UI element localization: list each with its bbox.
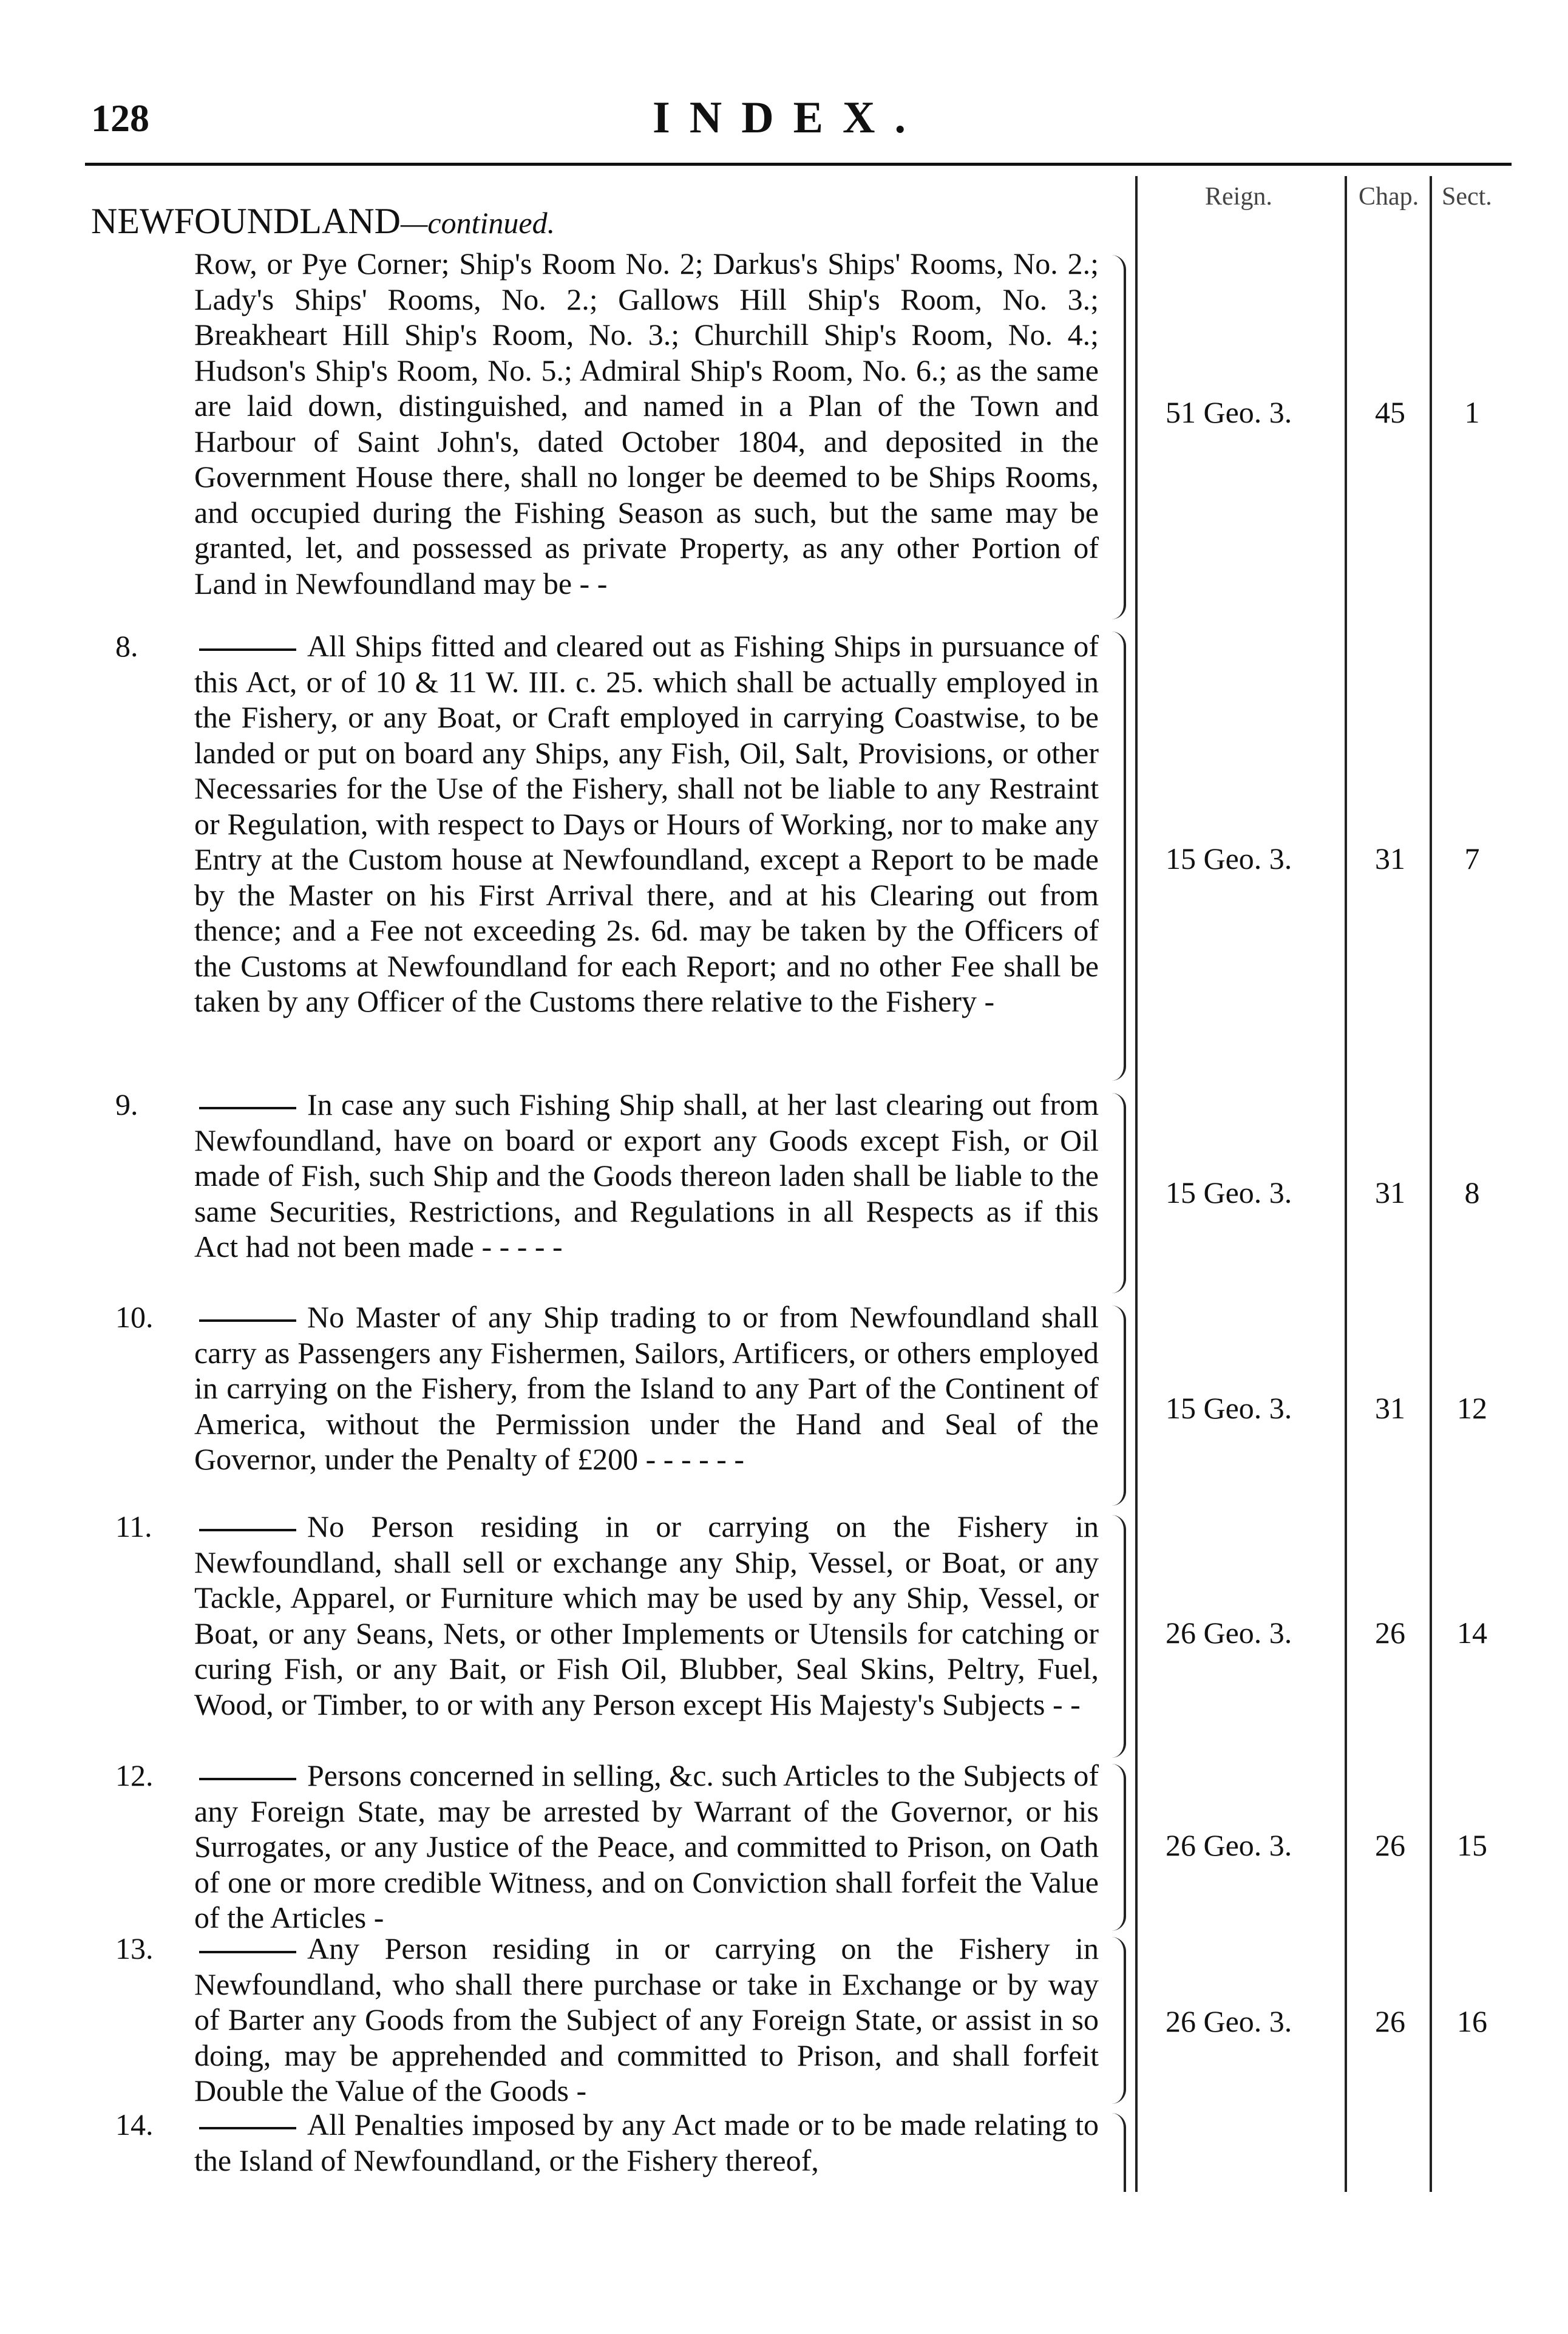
citation-section: 15 <box>1457 1828 1487 1862</box>
entry-dash <box>199 1107 296 1109</box>
citation-reign: 15 Geo. 3. <box>1166 1176 1292 1210</box>
citation-section: 1 <box>1464 395 1480 429</box>
entry-dash <box>199 2127 296 2129</box>
citation-reign: 51 Geo. 3. <box>1166 395 1292 429</box>
page-number: 128 <box>91 97 149 140</box>
entry-text: All Ships fitted and cleared out as Fishing Ships in pursuance of this Act, or of 10 & 11 W. III. c. 25. which shall be actually employed in the Fishery, or any Boat, or Craft employed in carrying Coastwise, to be landed or put on board any Ships, any Fish, Oil, Salt, Provisions, or other Necessaries for the Use of the Fishery, shall not be liable to any Restraint or Regulation, with respect to Days or Hours of Working, nor to make any Entry at the Custom house at Newfoundland, except a Report to be made by the Master on his First Arrival there, and at his Clearing out from thence; and a Fee not exceeding 2s. 6d. may be taken by the Officers of the Customs at Newfoundland for each Report; and no other Fee shall be taken by any Officer of the Customs there relative to the Fishery - <box>194 629 1099 1018</box>
index-entry <box>115 628 1099 1019</box>
section-heading-title: NEWFOUNDLAND <box>91 201 401 241</box>
citation-reign: 26 Geo. 3. <box>1166 2004 1292 2038</box>
index-entry <box>115 1758 1099 1936</box>
index-entry <box>115 1299 1099 1477</box>
entry-dash <box>199 1951 296 1953</box>
entry-dash <box>199 1319 296 1322</box>
index-entry <box>115 1087 1099 1265</box>
entry-number: 11. <box>115 1509 152 1543</box>
citation-reign: 15 Geo. 3. <box>1166 1391 1292 1425</box>
section-heading-continued: —continued. <box>400 206 555 240</box>
entry-brace <box>1102 255 1126 619</box>
citation-chapter: 26 <box>1375 1828 1405 1862</box>
citation-section: 12 <box>1457 1391 1487 1425</box>
column-divider-left <box>1135 176 1138 2192</box>
entry-number: 14. <box>115 2108 154 2142</box>
citation-section: 8 <box>1464 1176 1480 1210</box>
entry-text: In case any such Fishing Ship shall, at her last clearing out from Newfoundland, have on board or export any Goods except Fish, or Oil made of Fish, such Ship and the Goods thereon laden shall be liable to the same Securities, Restrictions, and Regulations in all Respects as if this Act had not been made - - - - - <box>194 1087 1099 1264</box>
entry-number: 13. <box>115 1931 154 1965</box>
index-entry <box>115 1509 1099 1722</box>
index-entry <box>115 1931 1099 2109</box>
entry-dash <box>199 1778 296 1780</box>
entry-text: No Person residing in or carrying on the Fishery in Newfoundland, shall sell or exchange any Ship, Vessel, or Boat, or any Tackle, Apparel, or Furniture which may be used by any Ship, Vessel, or Boat, or any Seans, Nets, or other Implements or Utensils for catching or curing Fish, or any Bait, or Fish Oil, Blubber, Seal Skins, Peltry, Fuel, Wood, or Timber, to or with any Person except His Majesty's Subjects - - <box>194 1509 1099 1721</box>
citation-reign: 26 Geo. 3. <box>1166 1616 1292 1650</box>
citation-chapter: 26 <box>1375 1616 1405 1650</box>
column-divider-middle <box>1345 176 1347 2192</box>
entry-brace <box>1102 1515 1126 1758</box>
citation-reign: 26 Geo. 3. <box>1166 1828 1292 1862</box>
entry-text: No Master of any Ship trading to or from Newfoundland shall carry as Passengers any Fishermen, Sailors, Artificers, or others employed in carrying on the Fishery, from the Island to any Part of the Continent of America, without the Permission under the Hand and Seal of the Governor, under the Penalty of £200 - - - - - - <box>194 1300 1099 1476</box>
column-header-reign: Reign. <box>1205 183 1272 211</box>
entry-number: 12. <box>115 1758 154 1792</box>
entry-brace <box>1102 1093 1126 1293</box>
entry-dash <box>199 648 296 651</box>
citation-chapter: 31 <box>1375 1391 1405 1425</box>
citation-section: 16 <box>1457 2004 1487 2038</box>
column-header-section: Sect. <box>1442 183 1492 211</box>
entry-brace <box>1102 1305 1126 1506</box>
index-entry <box>194 246 1099 601</box>
entry-brace <box>1102 1764 1126 1931</box>
entry-number: 9. <box>115 1087 138 1121</box>
column-header-chapter: Chap. <box>1359 183 1419 211</box>
entry-dash <box>199 1529 296 1531</box>
entry-brace <box>1102 2113 1126 2192</box>
column-divider-right <box>1430 176 1432 2192</box>
citation-chapter: 26 <box>1375 2004 1405 2038</box>
entry-text: Persons concerned in selling, &c. such Articles to the Subjects of any Foreign State, may be arrested by Warrant of the Governor, or his Surrogates, or any Justice of the Peace, and committed to Prison, on Oath of one or more credible Witness, and on Conviction shall forfeit the Value of the Articles - <box>194 1758 1099 1934</box>
citation-chapter: 45 <box>1375 395 1405 429</box>
citation-section: 14 <box>1457 1616 1487 1650</box>
citation-chapter: 31 <box>1375 1176 1405 1210</box>
entry-number: 10. <box>115 1300 154 1334</box>
citation-chapter: 31 <box>1375 842 1405 876</box>
entry-brace <box>1102 631 1126 1081</box>
entry-number: 8. <box>115 629 138 663</box>
section-heading <box>91 200 555 242</box>
citation-reign: 15 Geo. 3. <box>1166 842 1292 876</box>
page-title: INDEX. <box>653 93 925 143</box>
header-rule <box>85 163 1512 166</box>
citation-section: 7 <box>1464 842 1480 876</box>
entry-brace <box>1102 1937 1126 2104</box>
entry-text: Row, or Pye Corner; Ship's Room No. 2; Darkus's Ships' Rooms, No. 2.; Lady's Ships' Rooms, No. 2.; Gallows Hill Ship's Room, No. 3.; Breakheart Hill Ship's Room, No. 3.; Churchill Ship's Room, No. 4.; Hudson's Ship's Room, No. 5.; Admiral Ship's Room, No. 6.; as the same are laid down, distinguished, and named in a Plan of the Town and Harbour of Saint John's, dated October 1804, and deposited in the Government House there, shall no longer be deemed to be Ships Rooms, and occupied during the Fishing Season as such, but the same may be granted, let, and possessed as private Property, as any other Portion of Land in Newfoundland may be - - <box>194 247 1099 601</box>
entry-text: Any Person residing in or carrying on the Fishery in Newfoundland, who shall there purchase or take in Exchange or by way of Barter any Goods from the Subject of any Foreign State, or assist in so doing, may be apprehended and committed to Prison, and shall forfeit Double the Value of the Goods - <box>194 1931 1099 2108</box>
index-entry <box>115 2107 1099 2178</box>
entry-text: All Penalties imposed by any Act made or to be made relating to the Island of Newfoundland, or the Fishery thereof, <box>194 2108 1099 2177</box>
